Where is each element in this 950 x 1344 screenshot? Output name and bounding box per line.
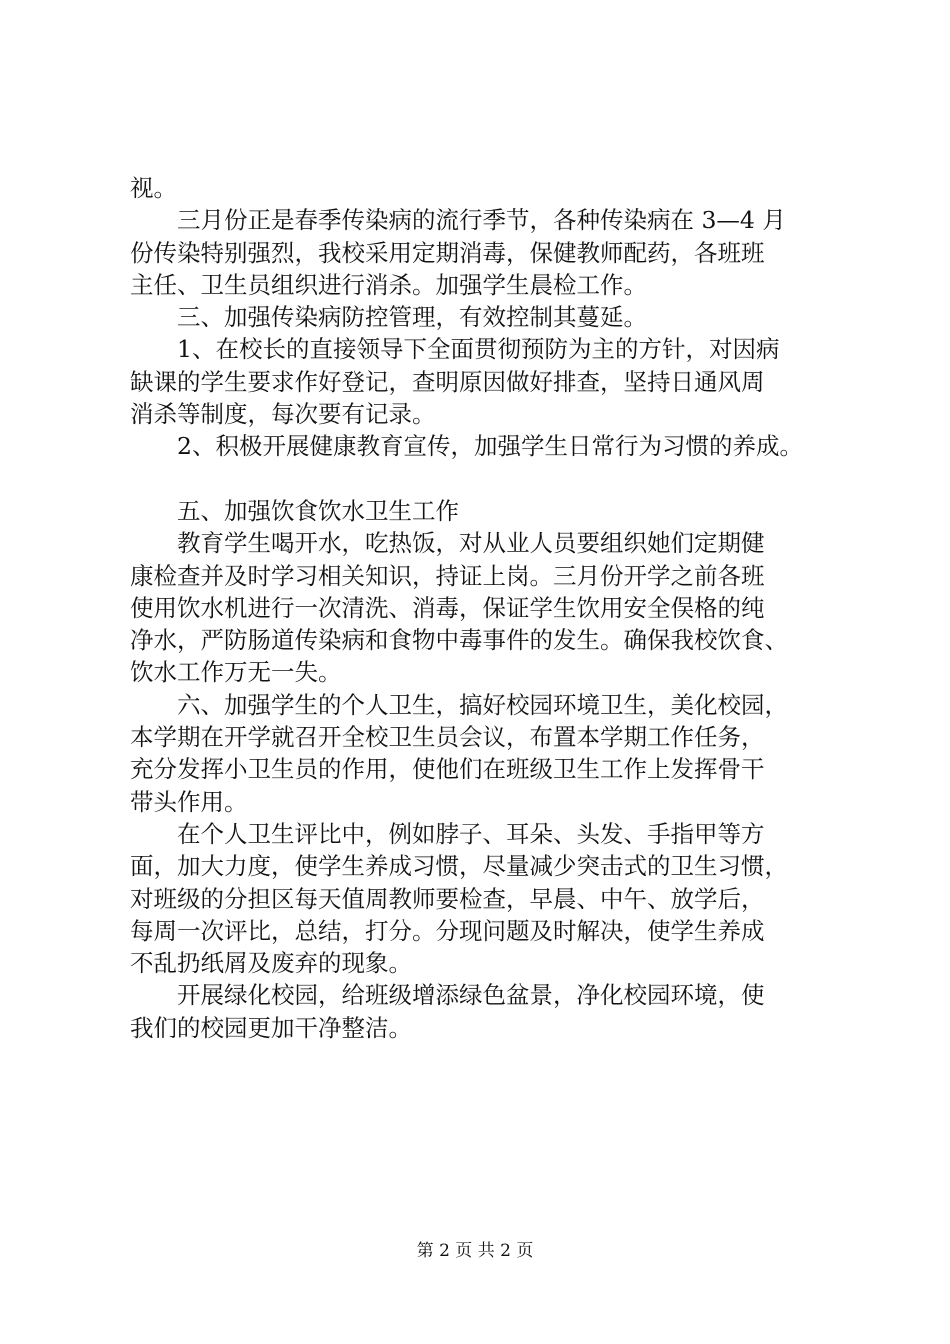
section-heading-three: 三、加强传染病防控管理，有效控制其蔓延。 bbox=[177, 303, 647, 332]
paragraph-first-line: 开展绿化校园，给班级增添绿色盆景，净化校园环境，使 bbox=[177, 981, 765, 1010]
page-footer: 第 2 页 共 2 页 bbox=[416, 1241, 534, 1261]
text-line: 充分发挥小卫生员的作用，使他们在班级卫生工作上发挥骨干 bbox=[130, 755, 765, 784]
text-line: 使用饮水机进行一次清洗、消毒，保证学生饮用安全俣格的纯 bbox=[130, 593, 765, 622]
text-line: 主任、卫生员组织进行消杀。加强学生晨检工作。 bbox=[130, 270, 647, 299]
paragraph-first-line: 在个人卫生评比中，例如脖子、耳朵、头发、手指甲等方 bbox=[177, 819, 765, 848]
text-line: 不乱扔纸屑及废弃的现象。 bbox=[130, 949, 412, 978]
section-heading-six: 六、加强学生的个人卫生，搞好校园环境卫生，美化校园， bbox=[177, 690, 788, 719]
paragraph-first-line: 2、积极开展健康教育宣传，加强学生日常行为习惯的养成。 bbox=[177, 432, 803, 461]
text-line: 对班级的分担区每天值周教师要检查，早晨、中午、放学后， bbox=[130, 884, 765, 913]
section-heading-five: 五、加强饮食饮水卫生工作 bbox=[177, 496, 459, 525]
document-body bbox=[130, 172, 850, 1044]
text-line: 净水，严防肠道传染病和食物中毒事件的发生。确保我校饮食、 bbox=[130, 626, 788, 655]
text-line: 每周一次评比，总结，打分。分现问题及时解决，使学生养成 bbox=[130, 916, 765, 945]
text-line: 康检查并及时学习相关知识，持证上岗。三月份开学之前各班 bbox=[130, 561, 765, 590]
text-line: 份传染特别强烈，我校采用定期消毒，保健教师配药，各班班 bbox=[130, 238, 765, 267]
text-line: 我们的校园更加干净整洁。 bbox=[130, 1013, 412, 1042]
text-line: 本学期在开学就召开全校卫生员会议，布置本学期工作任务， bbox=[130, 723, 765, 752]
text-line: 视。 bbox=[130, 174, 177, 202]
text-line: 饮水工作万无一失。 bbox=[130, 658, 342, 687]
paragraph-first-line: 教育学生喝开水，吃热饭，对从业人员要组织她们定期健 bbox=[177, 529, 765, 558]
text-line: 面，加大力度，使学生养成习惯，尽量减少突击式的卫生习惯， bbox=[130, 852, 788, 881]
text-line: 带头作用。 bbox=[130, 787, 248, 816]
blank-line bbox=[130, 463, 850, 495]
text-line: 缺课的学生要求作好登记，查明原因做好排查，坚持日通风周 bbox=[130, 367, 765, 396]
paragraph-first-line: 三月份正是春季传染病的流行季节，各种传染病在 3—4 月 bbox=[177, 206, 786, 235]
paragraph-first-line: 1、在校长的直接领导下全面贯彻预防为主的方针，对因病 bbox=[177, 335, 780, 364]
text-line: 消杀等制度，每次要有记录。 bbox=[130, 400, 436, 429]
